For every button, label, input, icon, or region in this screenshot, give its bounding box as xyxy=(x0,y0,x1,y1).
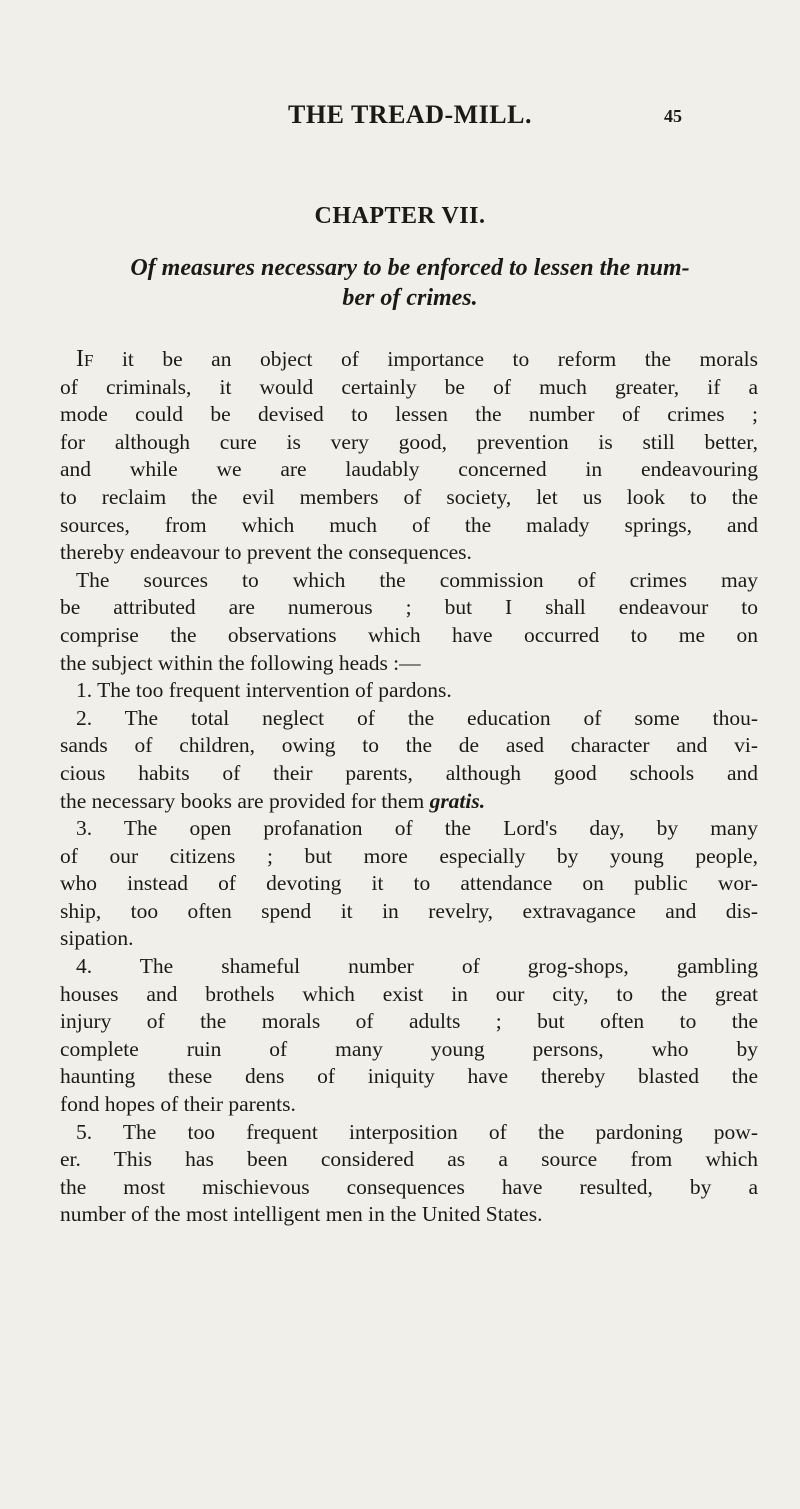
line-text: it be an object of importance to reform the morals xyxy=(93,347,758,371)
page-number: 45 xyxy=(664,106,682,126)
body-text xyxy=(60,346,758,1229)
drop-cap: I xyxy=(76,346,84,372)
text-line: who instead of devoting it to attendance on public wor- xyxy=(60,871,758,896)
text-line: of criminals, it would certainly be of much greater, if a xyxy=(60,374,758,399)
list-item-line: 5. The too frequent interposition of the pardoning pow- xyxy=(76,1119,758,1144)
text-line: sources, from which much of the malady springs, and xyxy=(60,512,758,537)
text-line: complete ruin of many young persons, who by xyxy=(60,1036,758,1061)
text-line: mode could be devised to lessen the number of crimes ; xyxy=(60,402,758,427)
small-caps: F xyxy=(84,351,94,370)
text-line: houses and brothels which exist in our city, to the great xyxy=(60,981,758,1006)
text-line: to reclaim the evil members of society, let us look to the xyxy=(60,484,758,509)
subtitle-line: Of measures necessary to be enforced to lessen the num- xyxy=(130,255,690,281)
text-line: the subject within the following heads :— xyxy=(60,650,421,675)
text-line: comprise the observations which have occurred to me on xyxy=(60,622,758,647)
text-line: be attributed are numerous ; but I shall endeavour to xyxy=(60,595,758,620)
text-line: er. This has been considered as a source from which xyxy=(60,1147,758,1172)
text-line: The sources to which the commission of crimes may xyxy=(76,567,758,592)
chapter-title: CHAPTER VII. xyxy=(314,203,486,229)
italic-word: gratis. xyxy=(429,788,486,813)
text-line: haunting these dens of iniquity have thereby blasted the xyxy=(60,1064,758,1089)
text-line xyxy=(60,788,758,816)
text-line: fond hopes of their parents. xyxy=(60,1092,296,1117)
subtitle-line: ber of crimes. xyxy=(342,285,478,311)
text-line: the most mischievous consequences have resulted, by a xyxy=(60,1174,758,1199)
text-line xyxy=(60,346,758,374)
text-line: cious habits of their parents, although good schools and xyxy=(60,760,758,785)
text-line: and while we are laudably concerned in endeavouring xyxy=(60,457,758,482)
list-item-line: 3. The open profanation of the Lord's day, by many xyxy=(76,816,758,841)
text-line: number of the most intelligent men in the United States. xyxy=(60,1202,543,1227)
text-line: injury of the morals of adults ; but often to the xyxy=(60,1009,758,1034)
chapter-subtitle xyxy=(60,253,760,313)
list-item-line: 2. The total neglect of the education of some thou- xyxy=(76,705,758,730)
text-line: ship, too often spend it in revelry, extravagance and dis- xyxy=(60,898,758,923)
line-text: the necessary books are provided for them xyxy=(60,788,430,813)
running-title: THE TREAD-MILL. xyxy=(288,100,532,129)
text-line: thereby endeavour to prevent the consequences. xyxy=(60,540,472,565)
text-line: for although cure is very good, prevention is still better, xyxy=(60,429,758,454)
text-line: of our citizens ; but more especially by young people, xyxy=(60,843,758,868)
text-line: sands of children, owing to the de ased character and vi- xyxy=(60,733,758,758)
list-item-line: 4. The shameful number of grog-shops, gambling xyxy=(76,954,758,979)
list-item-line: 1. The too frequent intervention of pardons. xyxy=(76,678,452,703)
text-line: sipation. xyxy=(60,926,134,951)
